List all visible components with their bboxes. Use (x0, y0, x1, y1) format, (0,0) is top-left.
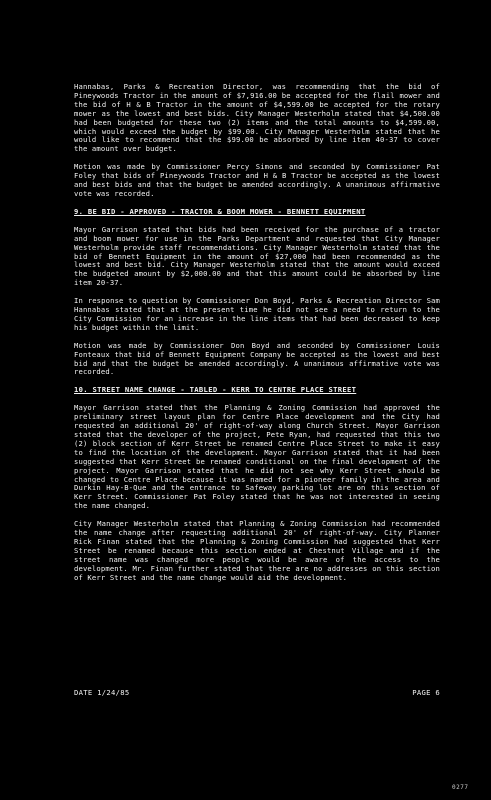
page-stamp-number: 0277 (452, 784, 469, 791)
footer-date: DATE 1/24/85 (74, 688, 130, 697)
section-heading-9: 9. BE BID - APPROVED - TRACTOR & BOOM MOWER - BENNETT EQUIPMENT (74, 206, 366, 216)
paragraph: City Manager Westerholm stated that Planning & Zoning Commission had recommended the name change after requesting additional 20' of right-of-way. City Planner Rick Finan stated that the Planning & Zoning Commission had suggested that Kerr Street be renamed because this section ended at Chestnut Village and if the street name was changed more people would be aware of the access to the development. Mr. Finan further stated that there are no addresses on this section of Kerr Street and the name change would aid the development. (74, 519, 440, 582)
paragraph: Mayor Garrison stated that the Planning & Zoning Commission had approved the preliminary street layout plan for Centre Place development and the City had requested an additional 20' of right-of-way along Church Street. Mayor Garrison stated that the developer of the project, Pete Ryan, had requested that this two (2) block section of Kerr Street be renamed Centre Place Street to make it easy to find the location of the development. Mayor Garrison stated that it had been suggested that Kerr Street be renamed conditional on the final development of the project. Mayor Garrison stated that he did not see why Kerr Street should be changed to Centre Place because it was named for a pioneer family in the area and Durkin Hay-B-Que and the entrance to Safeway parking lot are on this section of Kerr Street. Commissioner Pat Foley stated that he was not interested in seeing the name changed. (74, 403, 440, 511)
paragraph: In response to question by Commissioner Don Boyd, Parks & Recreation Director Sam Hannabas stated that at the present time he did not see a need to return to the City Commission for an increase in the line items that had been decreased to keep his budget within the limit. (74, 296, 440, 332)
paragraph: Motion was made by Commissioner Percy Simons and seconded by Commissioner Pat Foley that bids of Pineywoods Tractor and H & B Tractor be accepted as the lowest and best bids and that the budget be amended accordingly. A unanimous affirmative vote was recorded. (74, 162, 440, 198)
footer-page-number: PAGE 6 (412, 688, 440, 697)
section-heading-10: 10. STREET NAME CHANGE - TABLED - KERR TO CENTRE PLACE STREET (74, 385, 357, 395)
paragraph: Mayor Garrison stated that bids had been received for the purchase of a tractor and boom mower for use in the Parks Department and requested that City Manager Westerholm provide staff recommendations. City Manager Westerholm stated that the bid of Bennett Equipment in the amount of $27,000 had been recommended as the lowest and best bid. City Manager Westerholm stated that the amount would exceed the budgeted amount by $2,000.00 and that this amount could be absorbed by line item 20-37. (74, 224, 440, 288)
paragraph: Hannabas, Parks & Recreation Director, was recommending that the bid of Pineywoods Tractor in the amount of $7,916.00 be accepted for the flail mower and the bid of H & B Tractor in the amount of $4,599.00 be accepted for the rotary mower as the lowest and best bids. City Manager Westerholm stated that $4,500.00 had been budgeted for these two (2) items and the total amounts to $4,599.00, which would exceed the budget by $99.00. City Manager Westerholm stated that he would like to recommend that the $99.00 be absorbed by line item 40-37 to cover the amount over budget. (74, 82, 440, 154)
paragraph: Motion was made by Commissioner Don Boyd and seconded by Commissioner Louis Fonteaux that bid of Bennett Equipment Company be accepted as the lowest and best bid and that the budget be amended accordingly. A unanimous affirmative vote was recorded. (74, 340, 440, 377)
minutes-page-body (74, 83, 440, 592)
